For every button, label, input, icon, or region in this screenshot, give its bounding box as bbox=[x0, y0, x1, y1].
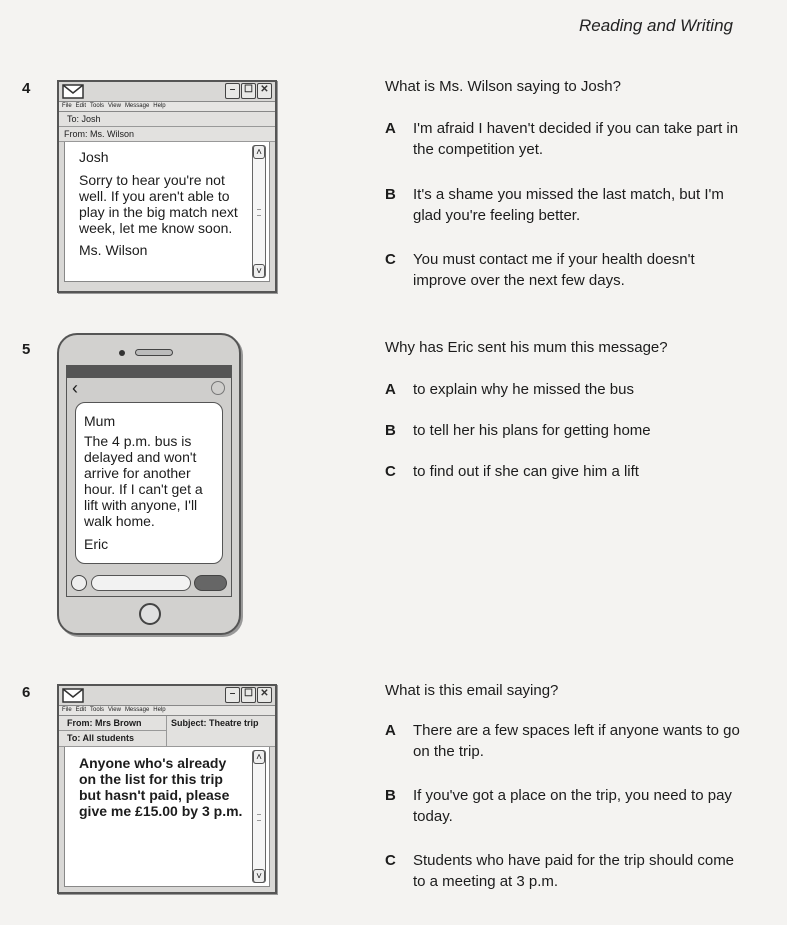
menu-file[interactable]: File bbox=[62, 103, 72, 109]
profile-circle-icon[interactable] bbox=[211, 381, 225, 395]
menu-message[interactable]: Message bbox=[124, 707, 150, 713]
question-number-5: 5 bbox=[22, 341, 31, 358]
envelope-icon bbox=[62, 84, 84, 99]
message-greeting: Josh bbox=[79, 149, 109, 165]
menu-help[interactable]: Help bbox=[153, 707, 166, 713]
email-to: To: Josh bbox=[59, 112, 275, 127]
phone-speaker-icon bbox=[135, 349, 173, 356]
email-from: From: Ms. Wilson bbox=[59, 127, 275, 142]
menu-tools[interactable]: Tools bbox=[90, 707, 105, 713]
email-titlebar bbox=[59, 82, 275, 102]
option-5c[interactable] bbox=[385, 461, 745, 482]
scrollbar[interactable] bbox=[252, 750, 266, 883]
option-text: Students who have paid for the trip should come to a meeting at 3 p.m. bbox=[413, 852, 735, 890]
question-4: What is Ms. Wilson saying to Josh? bbox=[385, 78, 621, 95]
minimize-icon[interactable]: – bbox=[225, 83, 240, 99]
menu-view[interactable]: View bbox=[108, 103, 121, 109]
email-window-6 bbox=[57, 684, 277, 894]
email-header-grid bbox=[59, 716, 275, 747]
option-4a[interactable] bbox=[385, 118, 745, 160]
question-number-6: 6 bbox=[22, 684, 31, 701]
message-body: Sorry to hear you're not well. If you aren't able to play in the big match next week, let me know soon. bbox=[79, 172, 238, 236]
scroll-up-icon[interactable]: ˄ bbox=[253, 750, 265, 764]
option-6b[interactable] bbox=[385, 785, 745, 827]
menu-help[interactable]: Help bbox=[153, 103, 166, 109]
message-composer bbox=[71, 575, 227, 592]
close-icon[interactable]: ✕ bbox=[257, 687, 272, 703]
option-letter: A bbox=[385, 381, 396, 398]
maximize-icon[interactable]: ☐ bbox=[241, 83, 256, 99]
option-letter: B bbox=[385, 422, 396, 439]
scroll-grip-icon[interactable] bbox=[257, 209, 261, 216]
message-body: The 4 p.m. bus is delayed and won't arrive for another hour. If I can't get a lift with anyone, I'll walk home. bbox=[84, 433, 203, 529]
option-5b[interactable] bbox=[385, 420, 745, 441]
menu-view[interactable]: View bbox=[108, 707, 121, 713]
phone-mockup-5 bbox=[57, 333, 241, 635]
back-arrow-icon[interactable]: ‹ bbox=[72, 378, 78, 398]
message-greeting: Mum bbox=[84, 413, 116, 429]
scroll-up-icon[interactable]: ˄ bbox=[253, 145, 265, 159]
option-4b[interactable] bbox=[385, 184, 745, 226]
question-6: What is this email saying? bbox=[385, 682, 559, 699]
menu-tools[interactable]: Tools bbox=[90, 103, 105, 109]
scroll-down-icon[interactable]: ˅ bbox=[253, 869, 265, 883]
envelope-icon bbox=[62, 688, 84, 703]
menu-edit[interactable]: Edit bbox=[75, 707, 87, 713]
menu-edit[interactable]: Edit bbox=[75, 103, 87, 109]
scrollbar[interactable] bbox=[252, 145, 266, 278]
message-bubble bbox=[75, 402, 223, 564]
home-button-icon[interactable] bbox=[139, 603, 161, 625]
menu-message[interactable]: Message bbox=[124, 103, 150, 109]
question-5: Why has Eric sent his mum this message? bbox=[385, 339, 668, 356]
option-letter: C bbox=[385, 852, 396, 869]
email-from: From: Mrs Brown bbox=[59, 716, 166, 731]
option-letter: C bbox=[385, 251, 396, 268]
minimize-icon[interactable]: – bbox=[225, 687, 240, 703]
phone-camera-icon bbox=[119, 350, 125, 356]
phone-screen bbox=[66, 365, 232, 597]
option-text: If you've got a place on the trip, you need to pay today. bbox=[413, 787, 732, 825]
phone-statusbar bbox=[67, 366, 231, 378]
page-header-title: Reading and Writing bbox=[578, 16, 733, 35]
scroll-grip-icon[interactable] bbox=[257, 814, 261, 821]
option-text: to tell her his plans for getting home bbox=[413, 422, 651, 439]
email-menubar bbox=[59, 706, 275, 716]
email-titlebar bbox=[59, 686, 275, 706]
email-to: To: All students bbox=[67, 733, 134, 743]
message-body: Anyone who's already on the list for this trip but hasn't paid, please give me £15.00 by 3 p.m. bbox=[79, 755, 243, 819]
message-input[interactable] bbox=[91, 575, 191, 591]
email-body bbox=[64, 747, 270, 887]
option-text: to find out if she can give him a lift bbox=[413, 463, 639, 480]
option-5a[interactable] bbox=[385, 379, 745, 400]
option-text: You must contact me if your health doesn't improve over the next few days. bbox=[413, 251, 695, 289]
question-number-4: 4 bbox=[22, 80, 31, 97]
email-menubar bbox=[59, 102, 275, 112]
email-body bbox=[64, 142, 270, 282]
option-6c[interactable] bbox=[385, 850, 745, 892]
scroll-down-icon[interactable]: ˅ bbox=[253, 264, 265, 278]
message-signoff: Ms. Wilson bbox=[79, 242, 148, 258]
option-text: I'm afraid I haven't decided if you can take part in the competition yet. bbox=[413, 120, 739, 158]
message-signoff: Eric bbox=[84, 536, 109, 552]
option-6a[interactable] bbox=[385, 720, 745, 762]
option-text: to explain why he missed the bus bbox=[413, 381, 634, 398]
email-window-4 bbox=[57, 80, 277, 293]
option-letter: A bbox=[385, 722, 396, 739]
maximize-icon[interactable]: ☐ bbox=[241, 687, 256, 703]
send-button[interactable] bbox=[194, 575, 227, 591]
menu-file[interactable]: File bbox=[62, 707, 72, 713]
option-text: It's a shame you missed the last match, but I'm glad you're feeling better. bbox=[413, 186, 724, 224]
option-letter: C bbox=[385, 463, 396, 480]
phone-navbar bbox=[67, 378, 231, 398]
close-icon[interactable]: ✕ bbox=[257, 83, 272, 99]
option-letter: B bbox=[385, 787, 396, 804]
camera-icon[interactable] bbox=[71, 575, 87, 591]
option-text: There are a few spaces left if anyone wants to go on the trip. bbox=[413, 722, 740, 760]
option-letter: A bbox=[385, 120, 396, 137]
option-letter: B bbox=[385, 186, 396, 203]
option-4c[interactable] bbox=[385, 249, 745, 291]
email-subject: Subject: Theatre trip bbox=[171, 718, 259, 728]
